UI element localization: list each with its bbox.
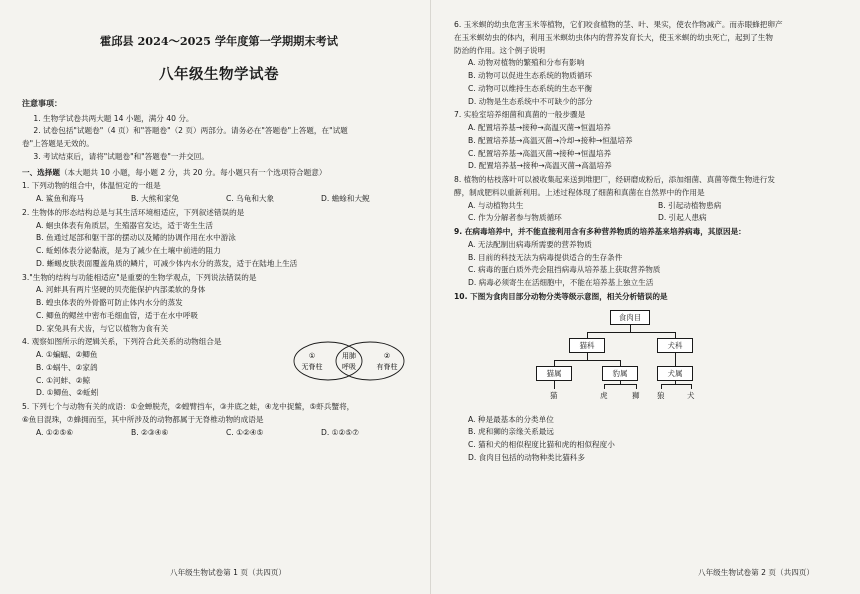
tree-genus-felis: 猫属: [536, 366, 572, 381]
question-stem-cont: 防治的作用。这个例子说明: [454, 45, 546, 55]
options-row: [454, 212, 848, 225]
question-1: [22, 180, 416, 206]
venn-mid-label-1: 用肺: [342, 352, 356, 361]
option-c: C. 配置培养基→高温灭菌→接种→恒温培养: [468, 148, 612, 158]
question-stem: 6. 玉米螟的幼虫危害玉米等植物，它们咬食植物的茎、叶、果实，使农作物减产。而赤眼蜂把卵产: [454, 20, 783, 29]
tree-family-cat: 猫科: [569, 338, 605, 353]
venn-mid-label-2: 呼吸: [342, 363, 356, 372]
option-c: C. ①河蚌、②鲸: [36, 375, 91, 385]
question-stem: 1. 下列动物的组合中，体温恒定的一组是: [22, 181, 161, 191]
tree-connector: [675, 381, 676, 384]
option-d: D. 食肉目包括的动物种类比猫科多: [468, 452, 585, 462]
tree-connector: [636, 384, 637, 389]
question-10: [454, 291, 848, 465]
question-3: [22, 272, 416, 336]
tree-animal-tiger: 虎: [600, 390, 608, 400]
tree-genus-panthera: 豹属: [602, 366, 638, 381]
option-c: C. 乌龟和大象: [226, 194, 275, 204]
option-d: D. 蟾蜍和大鲵: [321, 194, 370, 204]
question-stem: 2. 生物体的形态结构总是与其生活环境相适应，下列叙述错误的是: [22, 207, 245, 217]
venn-diagram: [290, 338, 408, 384]
tree-connector: [620, 381, 621, 384]
question-2: [22, 207, 416, 271]
option-c: C. 鲫鱼的鳃丝中密布毛细血管，适于在水中呼吸: [36, 310, 199, 320]
tree-connector: [587, 353, 588, 360]
options-row: [454, 200, 848, 213]
question-8: [454, 174, 848, 225]
note-1: 1. 生物学试卷共两大题 14 小题，满分 40 分。: [33, 113, 194, 123]
question-stem: 4. 观察如图所示的逻辑关系，下列符合此关系的动物组合是: [22, 337, 222, 347]
note-2: 2. 试卷包括"试题卷"（4 页）和"答题卷"（2 页）两部分。请务必在"答题卷"上答题，在"试题: [33, 126, 348, 136]
option-d: D. ①②⑤⑦: [321, 427, 359, 437]
tree-connector: [554, 360, 620, 361]
question-stem: 5. 下列七个与动物有关的成语：①金蝉脱壳，②螳臂挡车，③井底之蛙，④龙中捉鳖，⑤虾兵蟹将，: [22, 402, 355, 412]
option-d: D. 家兔具有犬齿，与它以植物为食有关: [36, 323, 169, 333]
classification-tree: [454, 308, 848, 412]
question-stem: 9. 在病毒培养中，并不能直接利用含有多种营养物质的培养基来培养病毒，其原因是：: [454, 227, 746, 236]
note-3: 3. 考试结束后，请将"试题卷"和"答题卷"一并交回。: [33, 151, 209, 161]
venn-right-label: 有脊柱: [376, 363, 398, 372]
option-d: D. 动物是生态系统中不可缺少的部分: [468, 96, 593, 106]
option-b: B. 蝗虫体表的外骨骼可防止体内水分的蒸发: [36, 298, 183, 308]
tree-animal-cat: 猫: [550, 390, 558, 400]
subject-title: 八年级生物学试卷: [159, 65, 279, 83]
options-row: [22, 193, 416, 206]
option-c: C. 猫和犬的相似程度比猫和虎的相似程度小: [468, 440, 615, 449]
tree-connector: [604, 384, 605, 389]
exam-title: 霍邱县 2024～2025 学年度第一学期期末考试: [100, 34, 338, 48]
option-d: D. 蜥蜴皮肤表面覆盖角质的鳞片，可减少体内水分的蒸发，适于在陆地上生活: [36, 258, 298, 268]
section-desc: （本大题共 10 小题，每小题 2 分，共 20 分。每小题只有一个选项符合题意）: [59, 167, 327, 177]
option-a: A. ①蝙蝠、②鲫鱼: [36, 350, 98, 360]
option-b: B. 目前的科技无法为病毒提供适合的生存条件: [468, 252, 623, 262]
option-a: A. 与动植物共生: [468, 200, 524, 210]
question-6: [454, 19, 848, 108]
tree-connector: [554, 381, 555, 389]
option-a: A. 蛔虫体表有角质层，生殖器官发达，适于寄生生活: [36, 220, 213, 230]
option-a: A. 无法配制出病毒所需要的营养物质: [468, 239, 592, 249]
question-9: [454, 226, 848, 290]
tree-animal-lion: 狮: [632, 390, 640, 400]
option-d: D. ①鲫鱼、②蚯蚓: [36, 388, 99, 398]
option-b: B. 虎和狮的亲缘关系最远: [468, 427, 554, 437]
tree-connector: [661, 384, 662, 389]
tree-animal-wolf: 狼: [657, 390, 665, 400]
notes-title: 注意事项：: [22, 99, 62, 109]
page-2: [430, 0, 860, 594]
tree-connector: [675, 353, 676, 366]
option-b: B. 配置培养基→高温灭菌→冷却→接种→恒温培养: [468, 135, 633, 145]
option-b: B. 大熊和家兔: [131, 194, 180, 204]
question-5: [22, 401, 416, 439]
tree-connector: [630, 325, 631, 332]
question-4: [22, 336, 416, 400]
option-a: A. 鲨鱼和海马: [36, 194, 84, 204]
tree-connector: [691, 384, 692, 389]
options-row: [22, 427, 416, 440]
question-7: [454, 109, 848, 173]
venn-left-number: ①: [308, 352, 316, 361]
option-b: B. 鱼通过尾部和躯干部的摆动以及鳍的协调作用在水中游泳: [36, 233, 236, 243]
section-heading: [22, 167, 416, 180]
venn-right-circle: [336, 342, 404, 380]
tree-root-box: 食肉目: [610, 310, 650, 325]
question-stem: 8. 植物的枯枝落叶可以被收集起来送到堆肥厂，经研磨成粉后，添加细菌、真菌等微生物进行发: [454, 175, 775, 184]
tree-connector: [604, 384, 636, 385]
venn-left-circle: [294, 342, 362, 380]
option-c: C. 蚯蚓体表分泌黏液，是为了减少在土壤中前进的阻力: [36, 246, 221, 256]
option-d: D. 配置培养基→接种→高温灭菌→高温培养: [468, 161, 612, 171]
option-c: C. 病毒的蛋白质外壳会阻挡病毒从培养基上获取营养物质: [468, 265, 661, 275]
option-d: D. 病毒必须寄生在活细胞中，不能在培养基上独立生活: [468, 278, 654, 287]
option-a: A. 动物对植物的繁殖和分布有影响: [468, 58, 585, 68]
option-a: A. 河蚌具有两片坚硬的贝壳能保护内部柔软的身体: [36, 285, 206, 295]
note-2-cont: 卷"上答题是无效的。: [22, 139, 94, 149]
section-title: 一、选择题: [22, 167, 60, 177]
question-stem: 3."生物的结构与功能相适应"是重要的生物学观点，下列说法错误的是: [22, 272, 257, 282]
option-a: A. 配置培养基→接种→高温灭菌→恒温培养: [468, 123, 611, 132]
page-footer: 八年级生物试卷第 2 页（共四页）: [698, 568, 814, 578]
question-stem-cont: ⑥鱼目混珠，⑦蜂拥而至，其中所涉及的动物都属于无脊椎动物的成语是: [22, 414, 264, 424]
tree-family-dog: 犬科: [657, 338, 693, 353]
option-a: A. 种是最基本的分类单位: [468, 414, 554, 424]
question-stem: 10. 下图为食肉目部分动物分类等级示意图，相关分析错误的是: [454, 291, 668, 301]
question-stem-cont: 酵，制成肥料以重新利用。上述过程体现了细菌和真菌在自然界中的作用是: [454, 187, 705, 197]
question-stem-cont: 在玉米螟幼虫的体内，利用玉米螟幼虫体内的营养发育长大，使玉米螟的幼虫死亡，起到了生物: [454, 32, 773, 42]
option-c: C. 作为分解者参与物质循环: [468, 213, 562, 223]
tree-genus-canis: 犬属: [657, 366, 693, 381]
option-c: C. 动物可以维持生态系统的生态平衡: [468, 83, 593, 93]
option-a: A. ①②⑤⑥: [36, 427, 74, 437]
venn-left-label: 无脊柱: [301, 363, 323, 372]
tree-animal-dog: 犬: [687, 390, 695, 400]
option-b: B. ②③④⑥: [131, 427, 169, 437]
tree-connector: [661, 384, 691, 385]
option-b: B. 引起动植物患病: [658, 200, 722, 210]
option-b: B. ①蜗牛、②家鸽: [36, 362, 98, 372]
tree-connector: [587, 332, 675, 333]
option-b: B. 动物可以促进生态系统的物质循环: [468, 71, 592, 80]
option-c: C. ①②④⑤: [226, 427, 264, 437]
page-footer: 八年级生物试卷第 1 页（共四页）: [170, 568, 286, 578]
option-d: D. 引起人患病: [658, 213, 707, 223]
question-stem: 7. 实验室培养细菌和真菌的一般步骤是: [454, 110, 586, 120]
venn-right-number: ②: [383, 352, 391, 361]
